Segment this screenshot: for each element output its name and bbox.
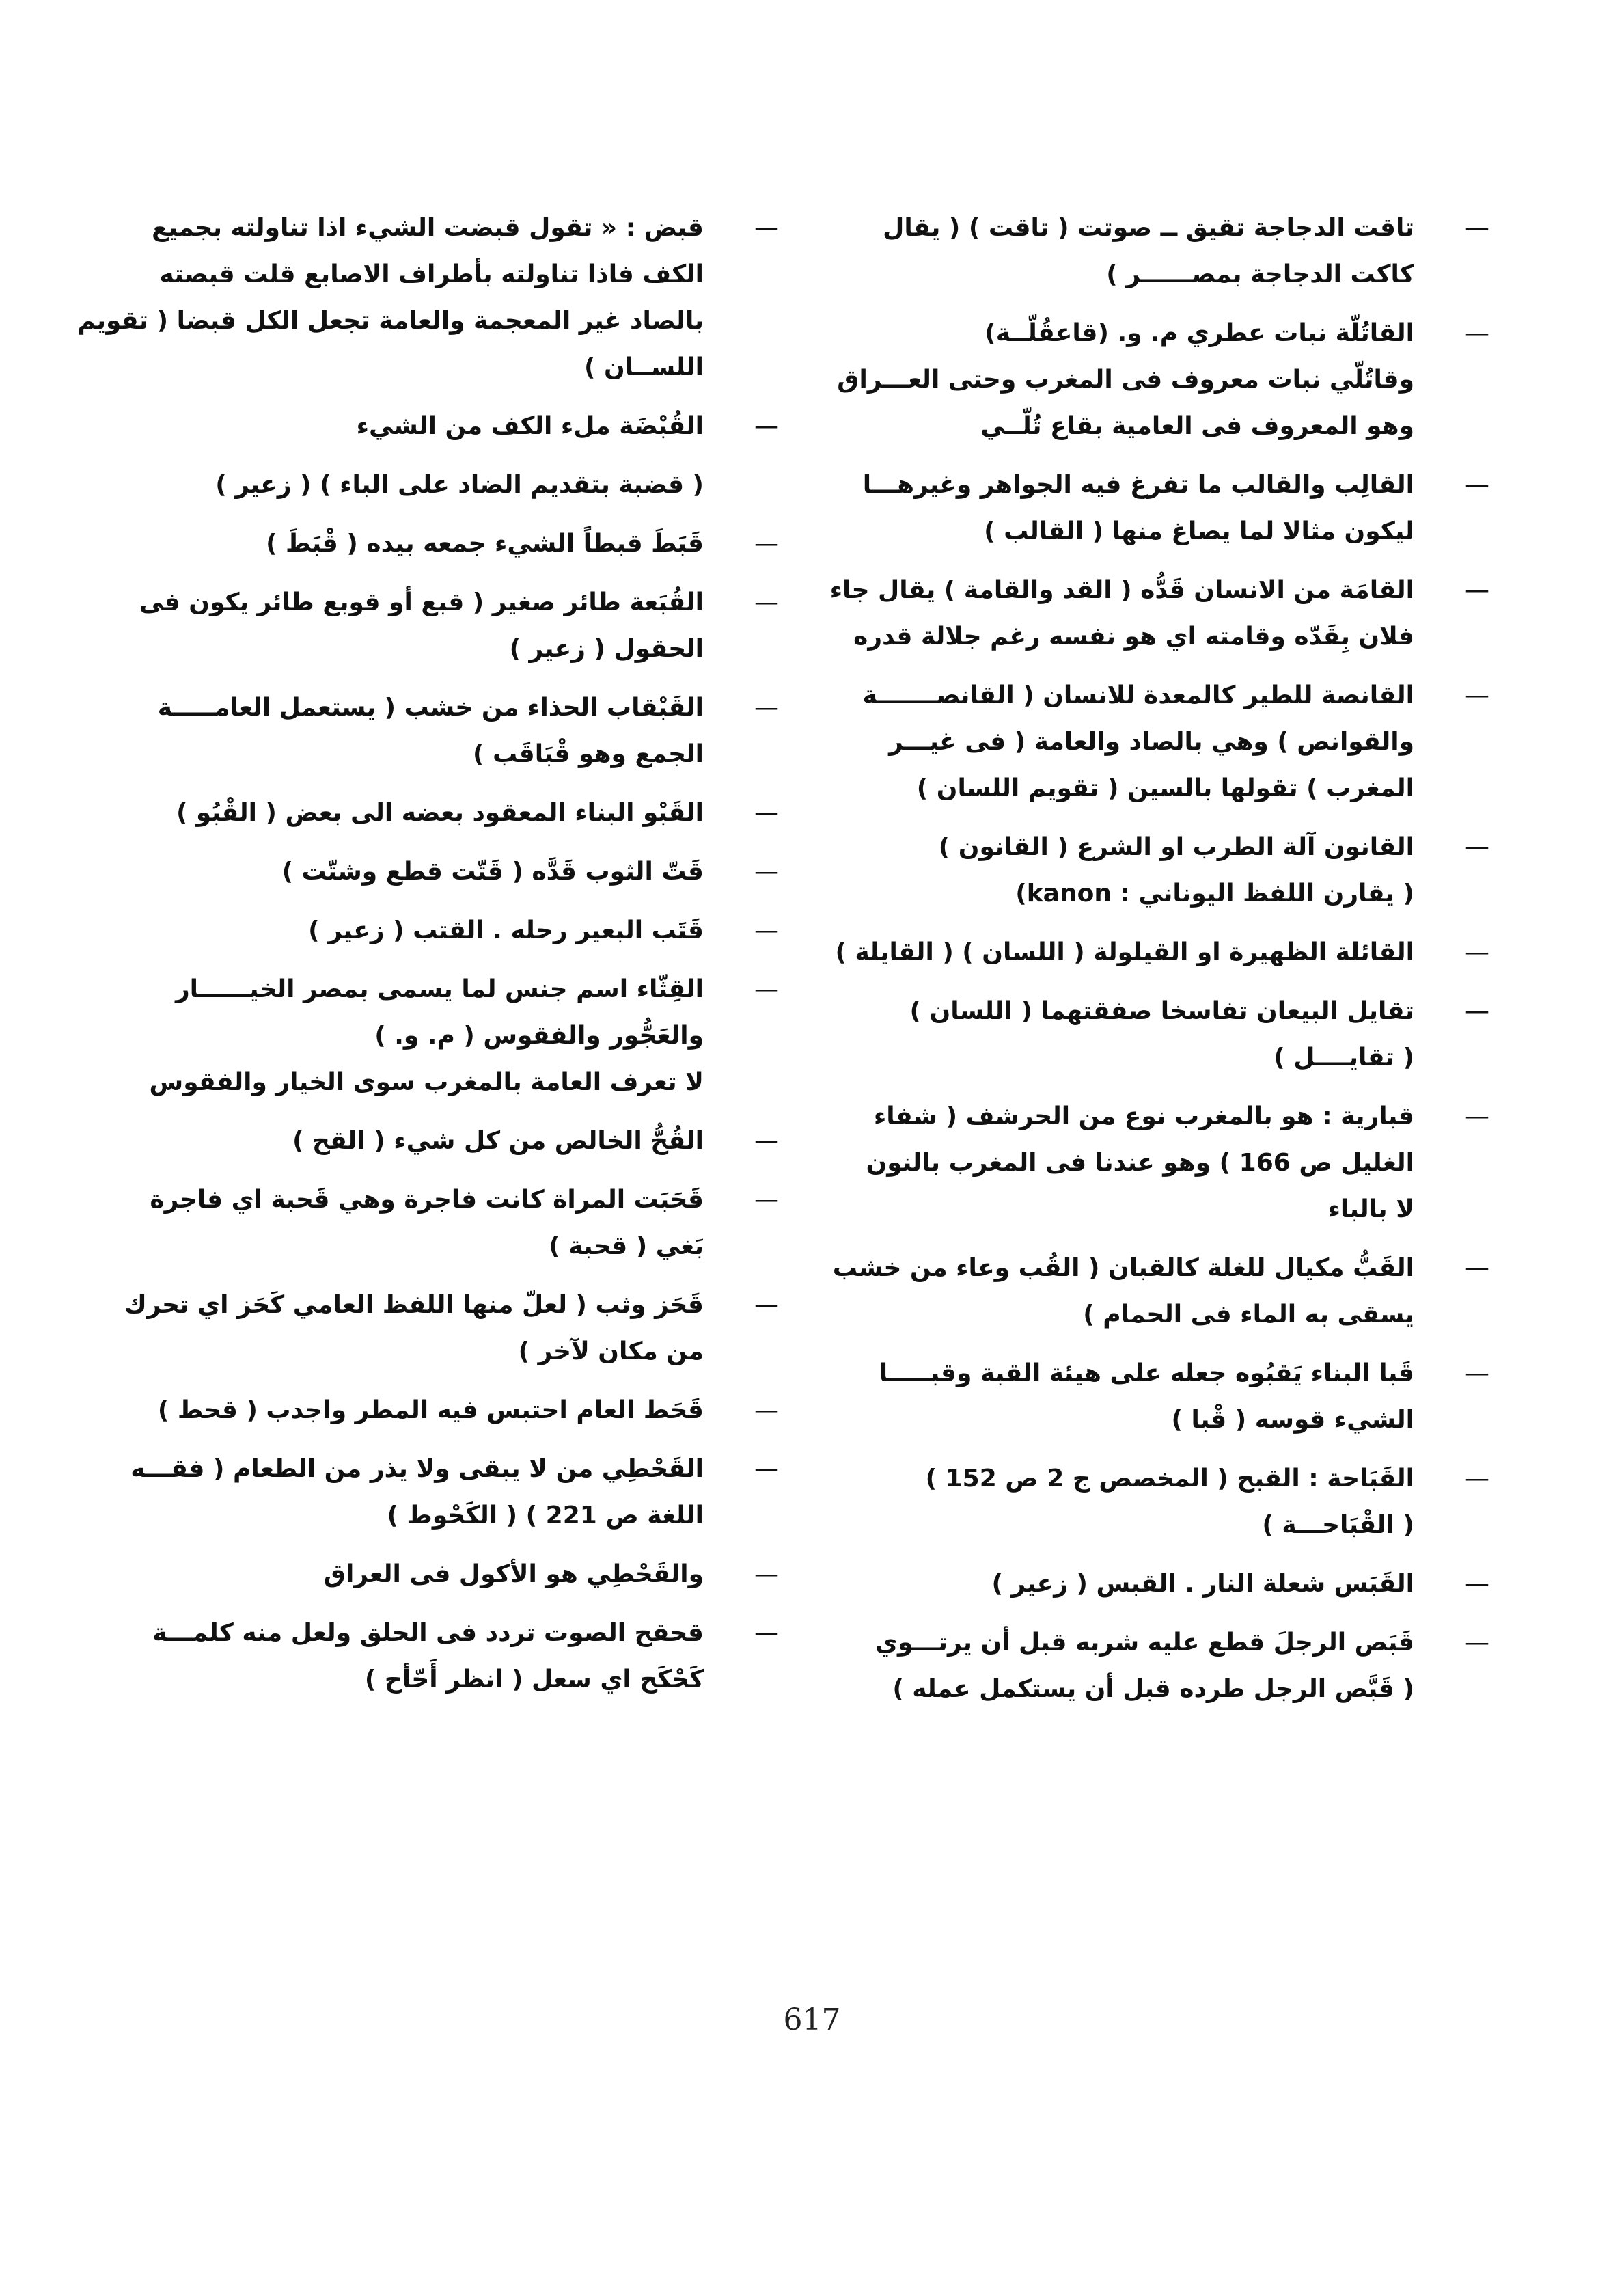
entry-dash: — [754,1560,779,1588]
entry-line: بالصاد غير المعجمة والعامة تجعل الكل قبضا ( تقويم [77,307,704,335]
entry-line: ( يقارن اللفظ اليوناني : kanon) [1015,880,1414,908]
dictionary-entry [847,1350,1489,1443]
entry-line: القَبُّ مكيال للغلة كالقبان ( القُب وعاء من خشب [832,1254,1414,1282]
entry-line: قحقح الصوت تردد فى الحلق ولعل منه كلمـــة [152,1619,704,1647]
entry-dash: — [754,799,779,827]
entry-line: القانون آلة الطرب او الشرع ( القانون ) [938,833,1414,861]
entry-dash: — [1465,997,1489,1025]
entry-dash: — [754,916,779,944]
dictionary-entry [77,205,779,391]
entry-dash: — [754,1291,779,1319]
dictionary-entry [137,462,779,508]
entry-dash: — [754,588,779,616]
dictionary-entry [137,1551,779,1598]
entry-line: القَبْو البناء المعقود بعضه الى بعض ( القْبُو ) [176,799,704,827]
dictionary-entry [847,205,1489,298]
dictionary-entry [847,988,1489,1081]
entry-line: المغرب ) تقولها بالسين ( تقويم اللسان ) [916,774,1414,802]
entry-dash: — [754,1455,779,1483]
dictionary-entry [832,1245,1489,1338]
dictionary-entry [847,824,1489,917]
entry-dash: — [1465,576,1489,604]
entry-dash: — [754,858,779,886]
entry-dash: — [1465,1570,1489,1598]
entry-line: وقاتُلّي نبات معروف فى المغرب وحتى العـــراق [837,366,1414,394]
entry-line: القَبْقاب الحذاء من خشب ( يستعمل العامـــــة [157,694,704,722]
entry-line: والقَحْطِي هو الأكول فى العراق [323,1560,704,1588]
entry-line: كاكت الدجاجة بمصــــــر ) [1106,260,1414,288]
entry-line: القُحُّ الخالص من كل شيء ( القح ) [292,1127,704,1155]
entry-line: قَبَطَ قبطاً الشيء جمعه بيده ( قْبَطَ ) [266,530,704,558]
entry-line: القَحْطِي من لا يبقى ولا يذر من الطعام ( فقـــه [130,1455,704,1483]
entry-line: تقايل البيعان تفاسخا صفقتهما ( اللسان ) [909,997,1414,1025]
entry-dash: — [754,530,779,558]
dictionary-entry [137,966,779,1106]
entry-line: لا بالباء [1327,1195,1414,1223]
entry-line: ( قضبة بتقديم الضاد على الباء ) ( زعير ) [215,471,704,499]
entry-line: ليكون مثالا لما يصاغ منها ( القالب ) [984,517,1414,545]
entry-line: وهو المعروف فى العامية بقاع تُلّــي [980,412,1414,440]
entry-dash: — [754,214,779,242]
entry-line: القامَة من الانسان قَدُّه ( القد والقامة ) يقال جاء [829,576,1414,604]
entry-line: قَبَص الرجلَ قطع عليه شربه قبل أن يرتـــوي [875,1629,1414,1657]
entry-dash: — [1465,1465,1489,1493]
entry-line: القَبَس شعلة النار . القبس ( زعير ) [991,1570,1414,1598]
entry-line: الحقول ( زعير ) [509,635,704,663]
entry-dash: — [1465,1254,1489,1282]
dictionary-entry [835,929,1489,976]
entry-dash: — [754,694,779,722]
page-number: 617 [783,2002,841,2037]
entry-dash: — [1465,214,1489,242]
entry-line: الجمع وهو قْبَاقَب ) [473,740,704,768]
entry-line: والعَجُّور والفقوس ( م. و. ) [374,1022,704,1050]
entry-line: ( قَبَّص الرجل طرده قبل أن يستكمل عمله ) [892,1675,1414,1703]
dictionary-entry [847,1456,1489,1549]
entry-line: تاقت الدجاجة تقيق ــ صوتت ( تاقت ) ( يقال [883,214,1414,242]
dictionary-entry [137,1610,779,1703]
dictionary-entry [124,1282,779,1375]
entry-dash: — [1465,1629,1489,1657]
entry-line: القانصة للطير كالمعدة للانسان ( القانصـــــــة [862,681,1414,709]
entry-line: قَحَط العام احتبس فيه المطر واجدب ( قحط ) [157,1396,704,1424]
entry-line: يسقى به الماء فى الحمام ) [1083,1301,1414,1329]
dictionary-entry [137,908,779,954]
entry-dash: — [1465,1102,1489,1130]
dictionary-entry [829,567,1489,660]
dictionary-entry [137,1387,779,1434]
dictionary-entry [137,1177,779,1270]
entry-line: ( القْبَاحـــة ) [1262,1511,1414,1539]
entry-line: الغليل ص 166 ) وهو عندنا فى المغرب بالنون [866,1149,1414,1177]
entry-line: ( تقايــــل ) [1274,1044,1414,1072]
entry-line: قبارية : هو بالمغرب نوع من الحرشف ( شفاء [873,1102,1414,1130]
entry-dash: — [1465,319,1489,347]
entry-line: الكف فاذا تناولته بأطراف الاصابع قلت قبصته [159,260,704,288]
dictionary-entry [847,672,1489,812]
entry-line: قَحَبَت المراة كانت فاجرة وهي قَحبة اي فاجرة [150,1186,704,1214]
entry-line: كَحْكَح اي سعل ( انظر أَحّأح ) [364,1666,704,1694]
entry-line: من مكان لآخر ) [518,1337,704,1365]
entry-dash: — [1465,1359,1489,1387]
entry-dash: — [1465,681,1489,709]
entry-line: القائلة الظهيرة او القيلولة ( اللسان ) ( القايلة ) [835,938,1414,966]
entry-line: القُبْضَة ملء الكف من الشيء [356,412,704,440]
dictionary-entry [837,310,1489,450]
entry-line: القِثّاء اسم جنس لما يسمى بمصر الخيــــــار [175,975,704,1003]
entry-dash: — [754,1127,779,1155]
entry-line: بَغي ( قحبة ) [549,1232,704,1260]
entry-line: والقوانص ) وهي بالصاد والعامة ( فى غيـــر [889,728,1414,756]
dictionary-entry [137,403,779,450]
entry-line: اللســان ) [583,353,704,381]
dictionary-entry [137,580,779,672]
entry-dash: — [1465,471,1489,499]
entry-dash: — [754,412,779,440]
entry-line: القالِب والقالب ما تفرغ فيه الجواهر وغيرهـــا [862,471,1414,499]
entry-line: لا تعرف العامة بالمغرب سوى الخيار والفقوس [149,1068,704,1096]
right-column [829,205,1489,1725]
entry-dash: — [1465,938,1489,966]
entry-line: قَتّ الثوب قَدَّه ( قَتّت قطع وشتّت ) [281,858,704,886]
entry-line: قَتَب البعير رحله . القتب ( زعير ) [308,916,704,944]
entry-line: القاتُلّة نبات عطري م. و. (قاعقُلّــة) [985,319,1414,347]
entry-dash: — [1465,833,1489,861]
dictionary-entry [847,1620,1489,1713]
dictionary-entry [137,790,779,837]
entry-line: قَحَز وثب ( لعلّ منها اللفظ العامي كَحَز اي تحرك [124,1291,704,1319]
dictionary-entry [847,1561,1489,1607]
left-column [77,205,779,1715]
dictionary-entry [137,849,779,895]
entry-line: الشيء قوسه ( قْبا ) [1171,1406,1414,1434]
dictionary-entry [137,521,779,567]
entry-line: قبض : « تقول قبضت الشيء اذا تناولته بجميع [152,214,704,242]
entry-line: القَبَاحة : القبح ( المخصص ج 2 ص 152 ) [925,1465,1414,1493]
dictionary-entry [137,1118,779,1165]
dictionary-entry [847,1093,1489,1233]
entry-line: فلان بِقَدّه وقامته اي هو نفسه رغم جلالة قدره [853,623,1414,651]
entry-dash: — [754,1186,779,1214]
dictionary-entry [130,1446,779,1539]
entry-dash: — [754,1396,779,1424]
entry-line: اللغة ص 221 ) ( الكَحْوط ) [387,1501,704,1530]
dictionary-entry [847,462,1489,555]
entry-line: قَبا البناء يَقبُوه جعله على هيئة القبة وقبـــــا [879,1359,1414,1387]
entry-dash: — [754,1619,779,1647]
entry-line: القُبَعة طائر صغير ( قبع أو قوبع طائر يكون فى [139,588,704,616]
dictionary-entry [137,685,779,778]
entry-dash: — [754,975,779,1003]
